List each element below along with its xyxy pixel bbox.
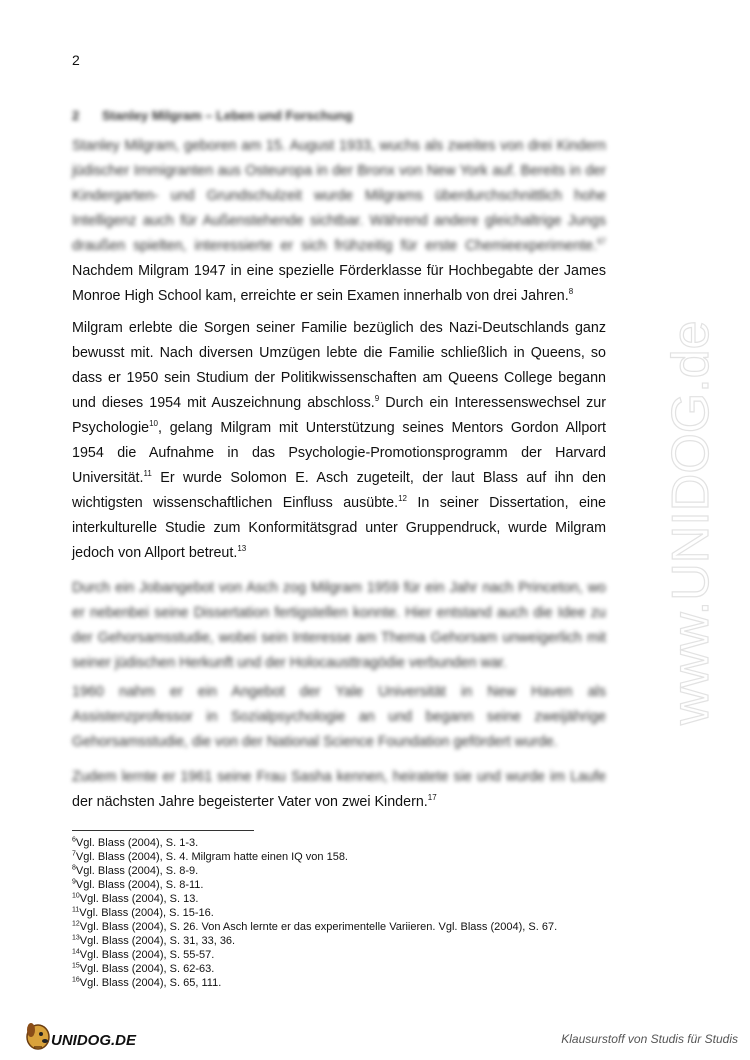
watermark-text: www.UNIDOG.de [662, 320, 720, 725]
footnote-text: Vgl. Blass (2004), S. 15-16. [79, 907, 214, 919]
footnote-text: Vgl. Blass (2004), S. 26. Von Asch lernte er das experimentelle Variieren. Vgl. Blass (2004), S. 67. [79, 921, 558, 933]
footnote-text: Vgl. Blass (2004), S. 1-3. [75, 837, 199, 849]
footnote-item [72, 962, 557, 976]
footnote-item [72, 878, 557, 892]
footnote-text: Vgl. Blass (2004), S. 31, 33, 36. [79, 935, 236, 947]
footnote-number: 12 [72, 920, 80, 928]
heading-title: Stanley Milgram – Leben und Forschung [102, 108, 353, 123]
paragraph-3-text: Durch ein Jobangebot von Asch zog Milgram 1959 für ein Jahr nach Princeton, wo er nebenbei seine Dissertation fertigstellen konnte. Hier entstand auch die Idee zu der Gehorsamsstudie, wobei sein Interesse am Thema Gehorsam unweigerlich mit seiner jüdischen Herkunft und der Holocausttragödie verbunden war. [72, 580, 606, 671]
footnotes [72, 836, 557, 990]
footnote-ref: 9 [374, 394, 380, 404]
footnote-number: 8 [72, 864, 76, 872]
footnote-number: 11 [72, 906, 80, 914]
section-heading [72, 108, 353, 123]
footnote-item [72, 892, 557, 906]
paragraph-5-blurred-text: Zudem lernte er 1961 seine Frau Sasha kennen, heiratete sie und wurde im Laufe [72, 769, 606, 785]
footnote-ref: 8 [568, 287, 574, 297]
paragraph-1-visible-text: Nachdem Milgram 1947 in eine spezielle Förderklasse für Hochbegabte der James Monroe High School kam, erreichte er sein Examen innerhalb von drei Jahren. [72, 263, 606, 304]
footnote-ref: 7 [601, 237, 606, 247]
footnote-text: Vgl. Blass (2004), S. 62-63. [79, 963, 215, 975]
footnote-ref: 17 [427, 793, 437, 803]
watermark-graphic [650, 210, 730, 730]
dog-icon [27, 1023, 49, 1049]
footnote-item [72, 948, 557, 962]
footnote-item [72, 920, 557, 934]
footnote-text: Vgl. Blass (2004), S. 4. Milgram hatte einen IQ von 158. [75, 851, 348, 863]
footer-tagline: Klausurstoff von Studis für Studis [561, 1032, 738, 1046]
footnote-text: Vgl. Blass (2004), S. 55-57. [79, 949, 215, 961]
paragraph-2 [72, 316, 606, 566]
footnote-item [72, 850, 557, 864]
page-number: 2 [72, 52, 80, 68]
footnote-number: 6 [72, 836, 76, 844]
footnote-ref: 12 [398, 494, 407, 504]
paragraph-5 [72, 765, 606, 815]
footnote-item [72, 836, 557, 850]
footnote-text: Vgl. Blass (2004), S. 13. [79, 893, 199, 905]
footnote-text: Vgl. Blass (2004), S. 8-11. [75, 879, 204, 891]
footnote-ref: 11 [143, 469, 152, 479]
unidog-logo [22, 1015, 152, 1055]
footnote-item [72, 906, 557, 920]
paragraph-1-blurred-text: Stanley Milgram, geboren am 15. August 1933, wuchs als zweites von drei Kindern jüdischer Immigranten aus Osteuropa in der Bronx von New York auf. Bereits in der Kindergarten- und Grundschulzeit wurde Milgrams überdurchschnittlich hohe Intelligenz auch für Außenstehende sichtbar. Während andere gleichaltrige Jungs draußen spielten, interessierte er sich frühzeitig für erste Chemieexperimente. [72, 138, 606, 254]
paragraph-3 [72, 576, 606, 676]
paragraph-4 [72, 680, 606, 755]
paragraph-4-text: 1960 nahm er ein Angebot der Yale Universität in New Haven als Assistenzprofessor in Sozialpsychologie an und begann seine zweijährige Gehorsamsstudie, die von der National Science Foundation gefördert wurde. [72, 684, 606, 750]
paragraph-1 [72, 134, 606, 309]
footnote-item [72, 864, 557, 878]
footnote-number: 16 [72, 976, 80, 984]
paragraph-5-visible-text: der nächsten Jahre begeisterter Vater von zwei Kindern. [72, 794, 428, 810]
footnote-number: 9 [72, 878, 76, 886]
logo-text: UNIDOG.DE [51, 1032, 137, 1049]
logo-graphic [22, 1015, 152, 1055]
footnote-number: 10 [72, 892, 80, 900]
footnote-item [72, 934, 557, 948]
paragraph-2-text-d: Er wurde Solomon E. Asch zugeteilt, der laut Blass auf ihn den wichtigsten wissenschaftlichen Einfluss ausübte. [72, 470, 606, 511]
footnote-ref: 10 [149, 419, 158, 429]
heading-number: 2 [72, 108, 80, 123]
footnote-ref: 6 [597, 237, 602, 247]
paragraph-2-text-b: Durch ein Interessenswechsel zur Psychologie [72, 395, 606, 436]
footnote-divider [72, 830, 254, 831]
paragraph-2-text-c: , gelang Milgram mit Unterstützung seines Mentors Gordon Allport 1954 die Aufnahme in das Psychologie-Promotionsprogramm der Harvard Universität. [72, 420, 606, 486]
footnote-text: Vgl. Blass (2004), S. 65, 111. [79, 977, 222, 989]
paragraph-2-text-a: Milgram erlebte die Sorgen seiner Familie bezüglich des Nazi-Deutschlands ganz bewusst mit. Nach diversen Umzügen lebte die Familie schließlich in Queens, so dass er 1950 sein Studium der Politikwissenschaften am Queens College begann und dieses 1954 mit Auszeichnung abschloss. [72, 320, 606, 411]
paragraph-2-text-e: In seiner Dissertation, eine interkulturelle Studie zum Konformitätsgrad unter Gruppendruck, wurde Milgram jedoch von Allport betreut. [72, 495, 606, 561]
footnote-number: 13 [72, 934, 80, 942]
watermark [650, 210, 730, 730]
footnote-text: Vgl. Blass (2004), S. 8-9. [75, 865, 199, 877]
footnote-ref: 13 [237, 544, 247, 554]
footnote-number: 14 [72, 948, 80, 956]
footnote-item [72, 976, 557, 990]
footnote-number: 7 [72, 850, 76, 858]
footnote-number: 15 [72, 962, 80, 970]
